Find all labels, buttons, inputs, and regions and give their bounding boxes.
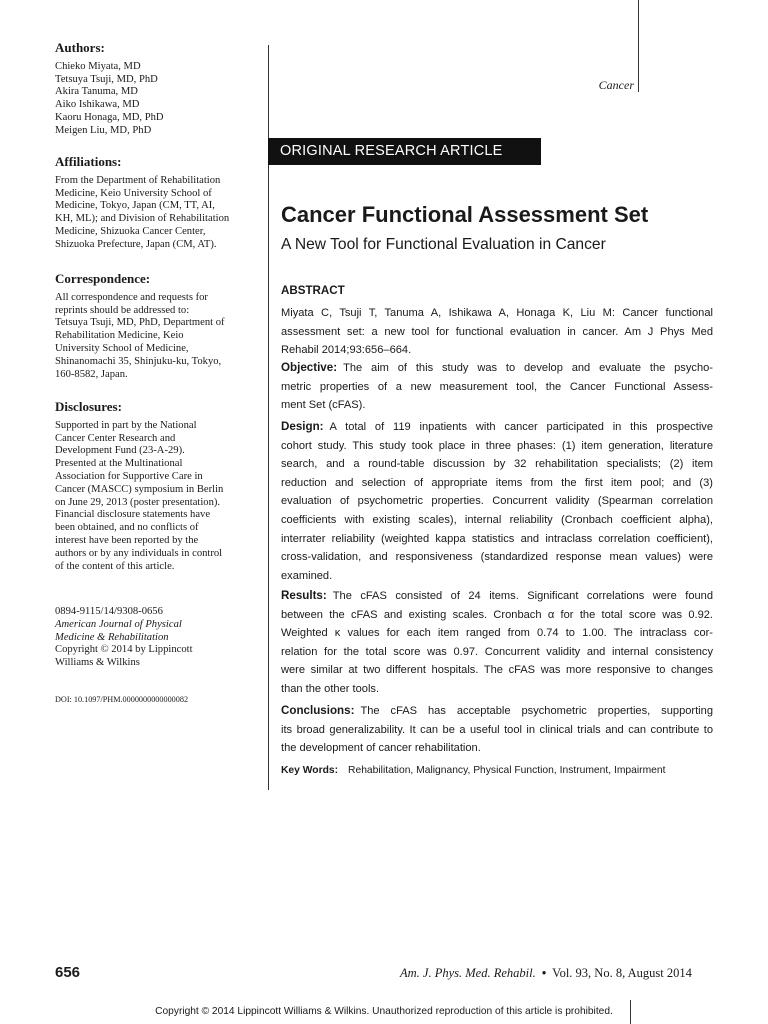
journal-name-line: Medicine & Rehabilitation xyxy=(55,631,169,643)
footer-citation xyxy=(400,966,692,981)
results-line: Weighted κ values for each item ranged from 0.74 to 1.00. The intraclass cor- xyxy=(281,627,713,640)
design-line: search, and a round-table discussion by 32 rehabilitation specialists; (2) item xyxy=(281,458,713,471)
results-text: The cFAS consisted of 24 items. Significant correlations were found xyxy=(332,590,713,602)
conclusions-label: Conclusions: xyxy=(281,704,355,717)
correspondence-heading: Correspondence: xyxy=(55,271,151,286)
correspondence-line: University School of Medicine, xyxy=(55,342,189,354)
design-label: Design: xyxy=(281,420,324,433)
authors-block xyxy=(55,42,255,138)
disclosure-line: Association for Supportive Care in xyxy=(55,470,203,482)
affiliation-line: From the Department of Rehabilitation xyxy=(55,174,221,186)
citation-line: Rehabil 2014;93:656–664. xyxy=(281,344,412,357)
design-line: evaluation of psychometric properties. Concurrent validity (Spearman correlation xyxy=(281,495,713,508)
conclusions-line xyxy=(281,702,713,721)
disclosure-line: authors or by any individuals in control xyxy=(55,547,223,559)
design-line: reduction and selection of appropriate items from the first item pool; and (3) xyxy=(281,476,713,489)
disclosure-line: Financial disclosure statements have xyxy=(55,509,211,521)
disclosure-line: Development Fund (23-A-29). xyxy=(55,445,185,457)
authors-heading: Authors: xyxy=(55,40,105,55)
objective-line: ment Set (cFAS). xyxy=(281,399,366,412)
page-number: 656 xyxy=(55,964,81,981)
conclusions-line: its broad generalizability. It can be a useful tool in clinical trials and can contribute to xyxy=(281,723,713,736)
article-type-label: ORIGINAL RESEARCH ARTICLE xyxy=(280,143,503,159)
disclosures-heading: Disclosures: xyxy=(55,399,122,414)
correspondence-line: Tetsuya Tsuji, MD, PhD, Department of xyxy=(55,317,225,329)
affiliation-line: Medicine, Keio University School of xyxy=(55,187,212,199)
disclosure-line: Cancer (MASCC) symposium in Berlin xyxy=(55,483,224,495)
abstract-results xyxy=(281,587,713,699)
design-line: coefficients with existing scales), internal reliability (Cronbach coefficient alpha), xyxy=(281,513,713,526)
correspondence-block xyxy=(55,273,255,381)
abstract-heading: ABSTRACT xyxy=(281,284,345,297)
objective-line xyxy=(281,359,713,378)
affiliation-line: Medicine, Tokyo, Japan (CM, TT, AI, xyxy=(55,200,215,212)
article-title: Cancer Functional Assessment Set xyxy=(281,202,649,227)
publication-info xyxy=(55,606,255,670)
copyright-line: Copyright © 2014 by Lippincott xyxy=(55,644,193,656)
disclosure-line: interest have been reported by the xyxy=(55,534,199,546)
affiliation-line: Shizuoka Prefecture, Japan (CM, AT). xyxy=(55,238,217,250)
abstract-citation xyxy=(281,304,713,360)
footer-journal: Am. J. Phys. Med. Rehabil. xyxy=(400,966,536,980)
results-line: relation for the total score was 0.97. Concurrent validity and internal consistency xyxy=(281,645,713,658)
affiliation-line: KH, ML); and Division of Rehabilitation xyxy=(55,213,230,225)
design-text: A total of 119 inpatients with cancer participated in this prospective xyxy=(329,421,713,433)
objective-text: The aim of this study was to develop and evaluate the psycho- xyxy=(343,362,713,374)
journal-name-line: American Journal of Physical xyxy=(55,618,182,630)
citation-line: Miyata C, Tsuji T, Tanuma A, Ishikawa A, Honaga K, Liu M: Cancer functional xyxy=(281,307,713,319)
article-subtitle: A New Tool for Functional Evaluation in Cancer xyxy=(281,236,606,253)
design-line: examined. xyxy=(281,569,333,582)
conclusions-text: The cFAS has acceptable psychometric properties, supporting xyxy=(360,705,713,717)
section-name: Cancer xyxy=(598,78,634,92)
design-line: interrater reliability (weighted kappa statistics and intraclass correlation coefficient), xyxy=(281,532,713,545)
doi-text: DOI: 10.1097/PHM.0000000000000082 xyxy=(55,695,189,704)
results-line xyxy=(281,587,713,606)
citation-line: assessment set: a new tool for functional evaluation in cancer. Am J Phys Med xyxy=(281,325,713,338)
design-line xyxy=(281,418,713,437)
author-line: Akira Tanuma, MD xyxy=(55,86,138,98)
affiliations-heading: Affiliations: xyxy=(55,154,122,169)
article-type-banner xyxy=(268,138,541,165)
correspondence-line: Shinanomachi 35, Shinjuku-ku, Tokyo, xyxy=(55,355,222,367)
results-line: were similar at two different hospitals. The cFAS was more responsive to changes xyxy=(281,664,713,677)
correspondence-line: reprints should be addressed to: xyxy=(55,304,190,316)
author-line: Aiko Ishikawa, MD xyxy=(55,99,140,111)
results-label: Results: xyxy=(281,589,327,602)
disclosure-line: Cancer Center Research and xyxy=(55,432,176,444)
abstract-design xyxy=(281,418,713,585)
objective-label: Objective: xyxy=(281,361,338,374)
author-line: Meigen Liu, MD, PhD xyxy=(55,124,152,136)
results-line: than the other tools. xyxy=(281,682,380,695)
abstract-conclusions xyxy=(281,702,713,758)
footer-volume: Vol. 93, No. 8, August 2014 xyxy=(552,966,692,980)
disclosure-line: of the content of this article. xyxy=(55,560,175,572)
copyright-notice: Copyright © 2014 Lippincott Williams & Wilkins. Unauthorized reproduction of this article is prohibited. xyxy=(155,1006,613,1017)
issn: 0894-9115/14/9308-0656 xyxy=(55,606,163,617)
keywords-text: Rehabilitation, Malignancy, Physical Function, Instrument, Impairment xyxy=(348,765,666,776)
disclosures-block xyxy=(55,401,255,573)
disclosure-line: been obtained, and no conflicts of xyxy=(55,522,199,534)
footer-separator: • xyxy=(541,966,547,980)
results-line: between the cFAS and existing scales. Cronbach α for the total score was 0.92. xyxy=(281,608,713,621)
conclusions-line: the development of cancer rehabilitation. xyxy=(281,742,481,755)
top-right-rule xyxy=(638,0,639,92)
keywords xyxy=(281,765,665,776)
disclosure-line: Presented at the Multinational xyxy=(55,458,183,470)
disclosure-line: Supported in part by the National xyxy=(55,419,197,431)
author-line: Kaoru Honaga, MD, PhD xyxy=(55,111,164,123)
abstract-objective xyxy=(281,359,713,415)
correspondence-line: All correspondence and requests for xyxy=(55,291,208,303)
author-line: Chieko Miyata, MD xyxy=(55,60,141,72)
disclosure-line: on June 29, 2013 (poster presentation). xyxy=(55,496,221,508)
correspondence-line: 160-8582, Japan. xyxy=(55,368,128,380)
objective-line: metric properties of a new measurement tool, the Cancer Functional Assess- xyxy=(281,380,713,393)
doi xyxy=(55,694,255,707)
correspondence-line: Rehabilitation Medicine, Keio xyxy=(55,330,184,342)
author-line: Tetsuya Tsuji, MD, PhD xyxy=(55,73,158,85)
keywords-label: Key Words: xyxy=(281,765,339,776)
copyright-line: Williams & Wilkins xyxy=(55,657,140,669)
affiliation-line: Medicine, Shizuoka Cancer Center, xyxy=(55,225,206,237)
design-line: cohort study. This study took place in three phases: (1) item generation, literature xyxy=(281,439,713,452)
affiliations-block xyxy=(55,156,255,252)
design-line: cross-validation, and responsiveness (standardized response mean values) were xyxy=(281,551,713,564)
